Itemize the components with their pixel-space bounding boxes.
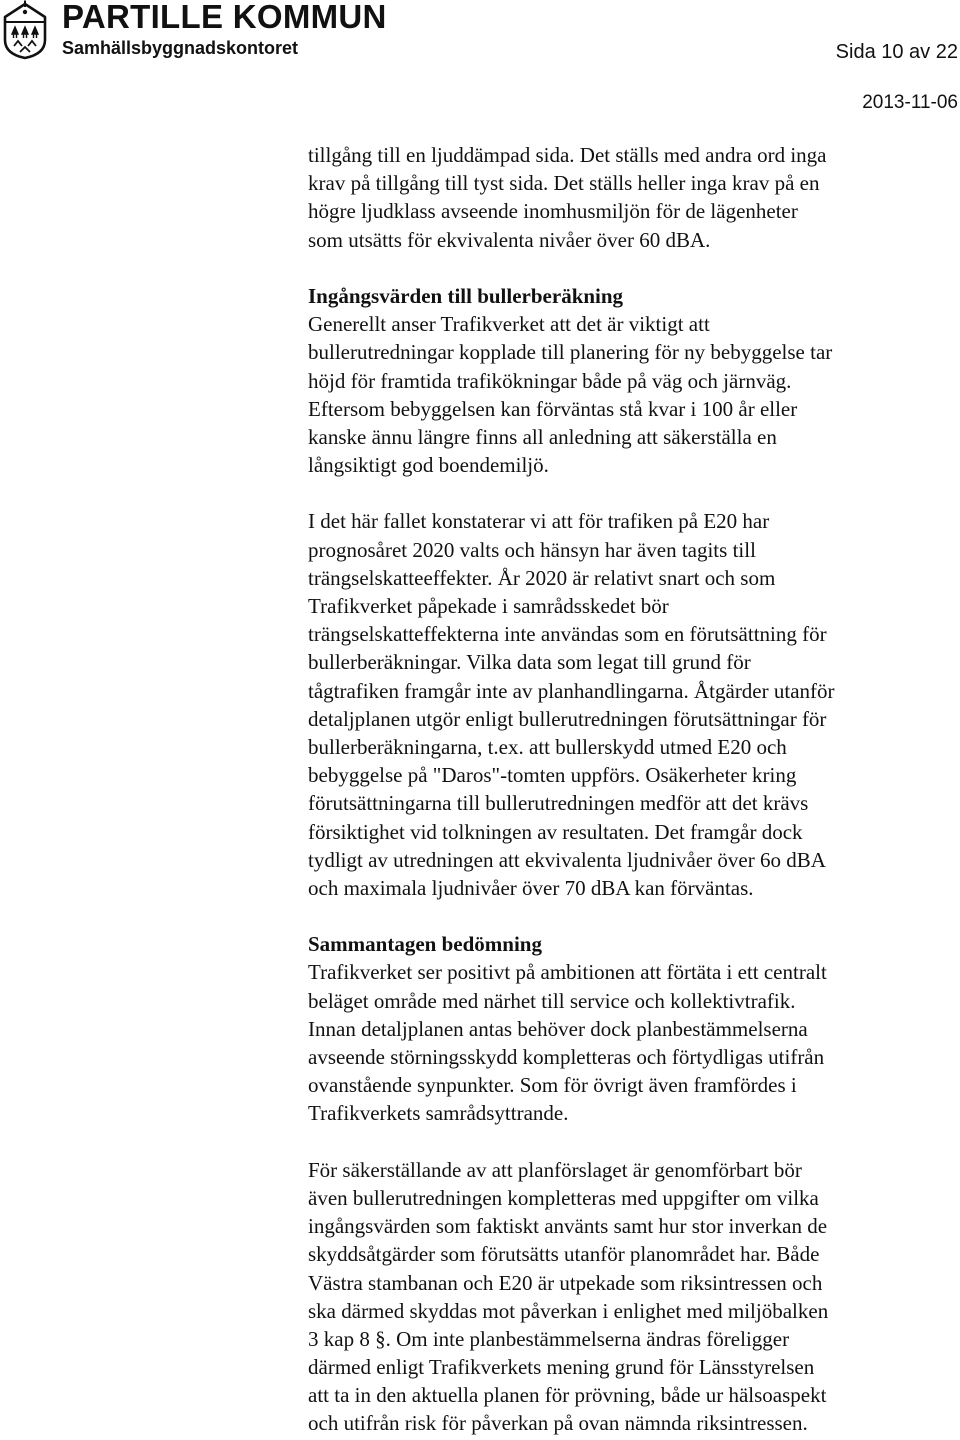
text-line: bullerberäkningarna, t.ex. att bullerskydd utmed E20 och [308, 734, 787, 759]
text-line: och maximala ljudnivåer över 70 dBA kan förväntas. [308, 875, 754, 900]
text-line: förutsättningarna till bullerutredningen medför att det krävs [308, 791, 809, 816]
organization-name: PARTILLE KOMMUN [62, 0, 387, 35]
text-line: bullerutredningar kopplade till planering för ny bebyggelse tar [308, 340, 833, 365]
text-line: ska därmed skyddas mot påverkan i enlighet med miljöbalken [308, 1298, 829, 1323]
text-line: beläget område med närhet till service och kollektivtrafik. [308, 988, 796, 1013]
text-line: höjd för framtida trafikökningar både på väg och järnväg. [308, 368, 792, 393]
page-number: Sida 10 av 22 [835, 41, 958, 63]
text-line: skyddsåtgärder som förutsätts utanför planområdet har. Både [308, 1242, 820, 1267]
text-line: Trafikverket påpekade i samrådsskedet bör [308, 594, 669, 618]
document-date: 2013-11-06 [862, 92, 958, 113]
text-line: kanske ännu längre finns all anledning att säkerställa en [308, 424, 777, 449]
text-line: krav på tillgång till tyst sida. Det ställs heller inga krav på en [308, 171, 820, 196]
text-line: Generellt anser Trafikverket att det är viktigt att [308, 312, 710, 337]
text-line: därmed enligt Trafikverkets mening grund för Länsstyrelsen [308, 1355, 815, 1380]
paragraph-intro [308, 141, 948, 254]
text-line: och utifrån risk för påverkan på ovan nämnda riksintressen. [308, 1411, 808, 1436]
text-line: bebyggelse på "Daros"-tomten uppförs. Osäkerheter kring [308, 763, 797, 788]
department-name: Samhällsbyggnadskontoret [62, 38, 299, 58]
text-line: detaljplanen utgör enligt bullerutredningen förutsättningar för [308, 706, 827, 731]
text-line: ingångsvärden som faktiskt använts samt hur stor inverkan de [308, 1214, 828, 1239]
text-line: att ta in den aktuella planen för prövning, både ur hälsoaspekt [308, 1383, 827, 1408]
paragraph-traffic-forecast [308, 507, 948, 902]
text-line: tågtrafiken framgår inte av planhandlingarna. Åtgärder utanför [308, 678, 835, 703]
text-line: ovanstående synpunkter. Som för övrigt även framfördes i [308, 1073, 797, 1098]
text-line: som utsätts för ekvivalenta nivåer över 60 dBA. [308, 227, 711, 252]
document-body [308, 141, 948, 1438]
text-line: Trafikverkets samrådsyttrande. [308, 1101, 569, 1126]
text-line: Trafikverket ser positivt på ambitionen att förtäta i ett centralt [308, 960, 827, 985]
text-line: högre ljudklass avseende inomhusmiljön för de lägenheter [308, 199, 798, 224]
text-line: tillgång till en ljuddämpad sida. Det ställs med andra ord inga [308, 143, 827, 167]
text-line: även bullerutredningen kompletteras med uppgifter om vilka [308, 1185, 819, 1210]
text-line: trängselskatteeffekter. År 2020 är relativt snart och som [308, 565, 776, 590]
text-line: Eftersom bebyggelsen kan förväntas stå kvar i 100 år eller [308, 396, 798, 421]
section-heading: Ingångsvärden till bullerberäkning [308, 283, 624, 308]
text-line: försiktighet vid tolkningen av resultaten. Det framgår dock [308, 819, 803, 844]
text-line: För säkerställande av att planförslaget är genomförbart bör [308, 1157, 802, 1182]
text-line: 3 kap 8 §. Om inte planbestämmelserna ändras föreligger [308, 1326, 790, 1351]
text-line: Västra stambanan och E20 är utpekade som riksintressen och [308, 1270, 823, 1295]
paragraph-conclusion [308, 1156, 948, 1438]
text-line: långsiktigt god boendemiljö. [308, 453, 549, 478]
section-overall-assessment [308, 930, 948, 1127]
text-line: tydligt av utredningen att ekvivalenta ljudnivåer över 6o dBA [308, 847, 826, 872]
text-line: Innan detaljplanen antas behöver dock planbestämmelserna [308, 1016, 808, 1041]
text-line: trängselskatteffekterna inte användas som en förutsättning för [308, 622, 827, 647]
text-line: bullerberäkningar. Vilka data som legat till grund för [308, 650, 751, 675]
text-line: prognosåret 2020 valts och hänsyn har även tagits till [308, 537, 756, 562]
municipal-crest-icon [2, 0, 48, 60]
text-line: avseende störningsskydd kompletteras och förtydligas utifrån [308, 1045, 825, 1069]
section-heading: Sammantagen bedömning [308, 932, 542, 957]
section-input-values [308, 282, 948, 479]
text-line: I det här fallet konstaterar vi att för trafiken på E20 har [308, 509, 770, 534]
